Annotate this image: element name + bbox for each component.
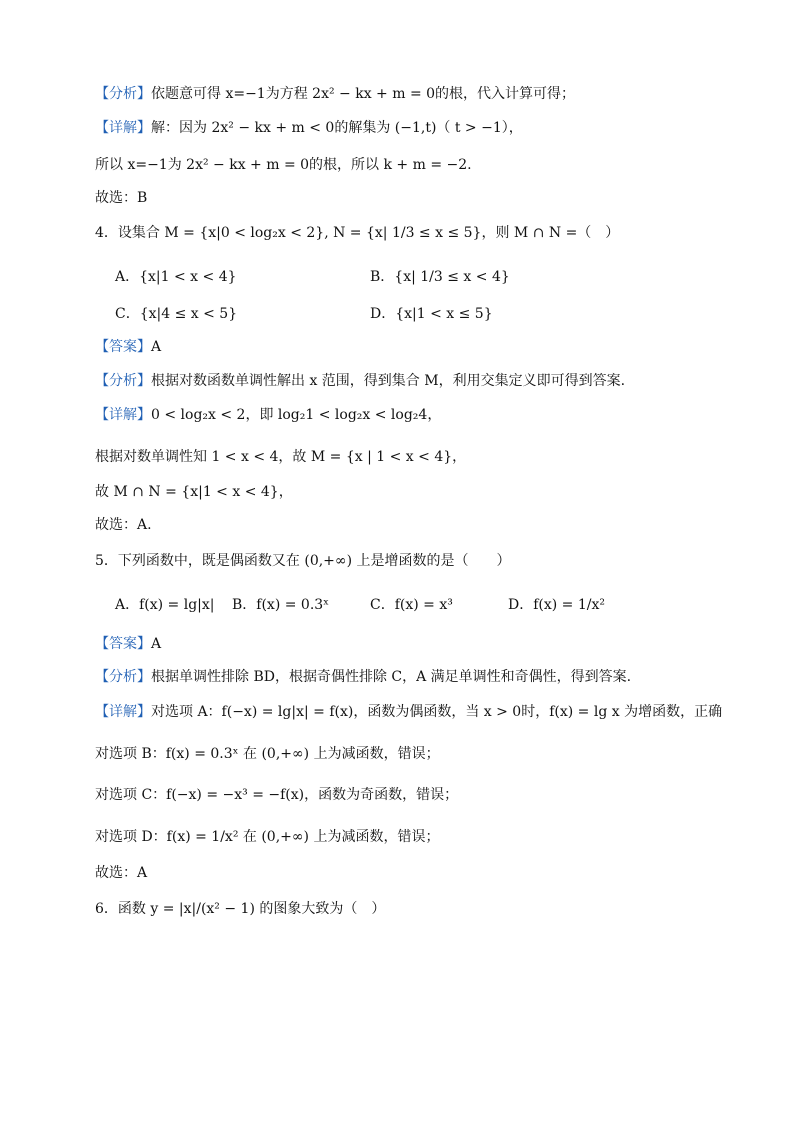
line-text: 故 M ∩ N = {x|1 < x < 4}， <box>95 484 293 500</box>
line-text: A <box>151 636 162 652</box>
line-text: 所以 x=−1为 2x² − kx + m = 0的根，所以 k + m = −2. <box>95 157 472 173</box>
line-text: 解：因为 2x² − kx + m < 0的解集为 (−1,t)（ t > −1）， <box>151 120 523 136</box>
analysis-tag: 【分析】 <box>95 669 151 685</box>
question-text: 6．函数 y = |x|/(x² − 1) 的图象大致为（ ） <box>95 901 386 917</box>
detail-line-q5 <box>95 701 723 723</box>
answer-line-q4 <box>95 336 704 358</box>
line-text: 故选：A. <box>95 517 152 533</box>
line-text: 根据单调性排除 BD，根据奇偶性排除 C，A 满足单调性和奇偶性，得到答案. <box>151 669 632 685</box>
text-line <box>95 826 704 848</box>
question-5 <box>95 550 704 572</box>
question-text: 5．下列函数中，既是偶函数又在 (0,+∞) 上是增函数的是（ ） <box>95 553 511 569</box>
analysis-tag: 【分析】 <box>95 373 151 389</box>
question-4 <box>95 222 704 244</box>
choice-line <box>95 514 704 536</box>
line-text: A <box>151 339 162 355</box>
line-text: 对选项 D：f(x) = 1/x² 在 (0,+∞) 上为减函数，错误； <box>95 829 440 845</box>
line-text: 0 < log₂x < 2，即 log₂1 < log₂x < log₂4， <box>151 407 442 423</box>
answer-line-q5 <box>95 633 704 655</box>
detail-tag: 【详解】 <box>95 407 151 423</box>
line-text: 对选项 A：f(−x) = lg|x| = f(x)，函数为偶函数，当 x > 0时，f(x) = lg x 为增函数，正确 <box>151 704 723 720</box>
answer-tag: 【答案】 <box>95 339 151 355</box>
q5-option-b: B．f(x) = 0.3ˣ <box>232 597 330 613</box>
analysis-line-q5 <box>95 666 704 688</box>
line-text: 故选：A <box>95 865 148 881</box>
analysis-line-q3 <box>95 83 704 105</box>
q4-option-d: D．{x|1 < x ≤ 5} <box>370 306 493 322</box>
choice-line <box>95 187 704 209</box>
line-text: 对选项 B：f(x) = 0.3ˣ 在 (0,+∞) 上为减函数，错误； <box>95 746 440 762</box>
text-line <box>95 784 704 806</box>
question-6 <box>95 898 704 920</box>
q5-option-d: D．f(x) = 1/x² <box>508 597 605 613</box>
detail-line-q3 <box>95 117 704 139</box>
analysis-tag: 【分析】 <box>95 86 151 102</box>
line-text: 根据对数单调性知 1 < x < 4，故 M = {x | 1 < x < 4}， <box>95 449 467 465</box>
q4-option-b: B．{x| 1/3 ≤ x < 4} <box>370 269 510 285</box>
line-text: 依题意可得 x=−1为方程 2x² − kx + m = 0的根，代入计算可得； <box>151 86 576 102</box>
q4-option-a: A．{x|1 < x < 4} <box>115 269 237 285</box>
detail-tag: 【详解】 <box>95 704 151 720</box>
answer-tag: 【答案】 <box>95 636 151 652</box>
text-line <box>95 446 704 468</box>
line-text: 对选项 C：f(−x) = −x³ = −f(x)，函数为奇函数，错误； <box>95 787 459 803</box>
detail-tag: 【详解】 <box>95 120 151 136</box>
analysis-line-q4 <box>95 370 704 392</box>
question-text: 4．设集合 M = {x|0 < log₂x < 2}, N = {x| 1/3 ≤ x ≤ 5}，则 M ∩ N =（ ） <box>95 225 620 241</box>
text-line <box>95 154 704 176</box>
q4-option-c: C．{x|4 ≤ x < 5} <box>115 306 238 322</box>
q5-option-c: C．f(x) = x³ <box>370 597 453 613</box>
text-line <box>95 481 704 503</box>
q5-option-a: A．f(x) = lg|x| <box>115 597 215 613</box>
line-text: 根据对数函数单调性解出 x 范围，得到集合 M，利用交集定义即可得到答案. <box>151 373 626 389</box>
line-text: 故选：B <box>95 190 148 206</box>
choice-line <box>95 862 704 884</box>
detail-line-q4 <box>95 404 704 426</box>
text-line <box>95 743 704 765</box>
